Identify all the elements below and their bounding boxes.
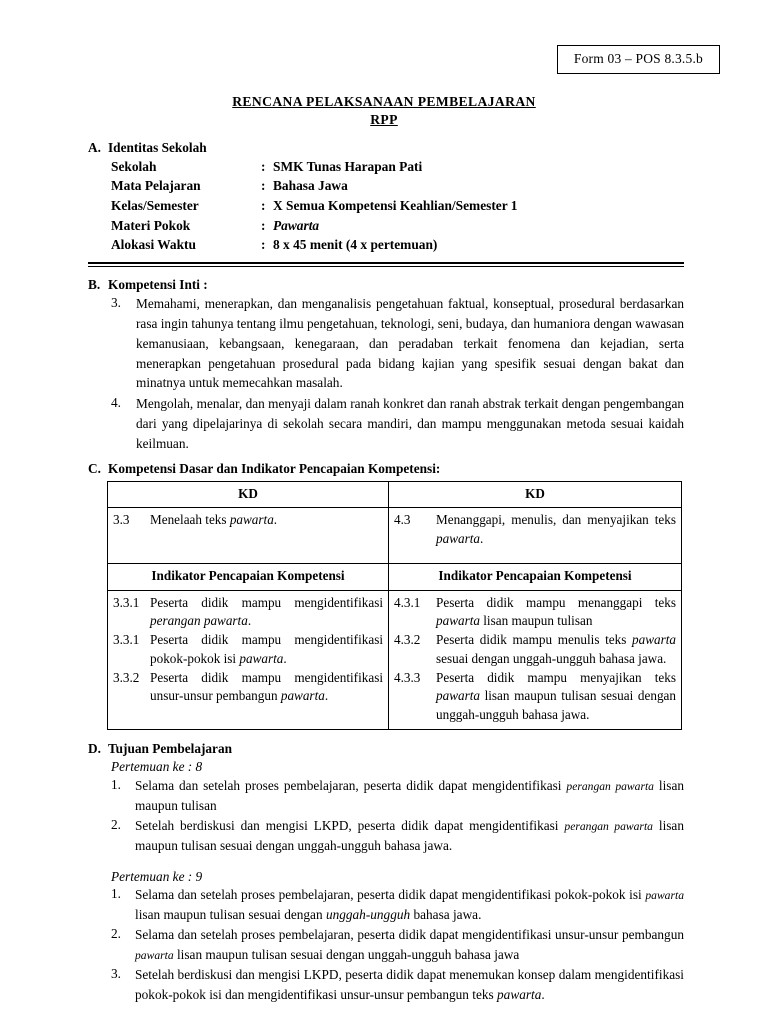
page-title: RENCANA PELAKSANAAN PEMBELAJARAN xyxy=(232,94,536,109)
identitas-table xyxy=(111,158,518,257)
tujuan-item xyxy=(111,885,684,925)
tujuan-group-spacer xyxy=(88,856,684,867)
section-divider-rule xyxy=(88,262,684,267)
form-code-box xyxy=(557,45,720,74)
tujuan-text: Selama dan setelah proses pembelajaran, peserta didik dapat mengidentifikasi perangan pawarta lisan maupun tulisan xyxy=(135,777,684,813)
identitas-value: 8 x 45 menit (4 x pertemuan) xyxy=(273,237,438,253)
identitas-colon: : xyxy=(261,178,266,194)
section-b-title: Kompetensi Inti : xyxy=(108,277,208,293)
indikator-item xyxy=(394,631,676,668)
tujuan-item xyxy=(111,965,684,1005)
kompetensi-inti-number: 4. xyxy=(111,395,121,411)
kompetensi-inti-item xyxy=(111,294,684,394)
identitas-row xyxy=(111,236,518,256)
identitas-row xyxy=(111,197,518,217)
section-c-block xyxy=(88,460,684,730)
indikator-number: 3.3.2 xyxy=(113,669,140,685)
kd-right-number: 4.3 xyxy=(394,512,411,528)
indikator-text: Peserta didik mampu mengidentifikasi unsur-unsur pembangun pawarta. xyxy=(150,669,383,704)
identitas-label: Materi Pokok xyxy=(111,217,191,233)
section-a-heading xyxy=(88,139,684,157)
indikator-item xyxy=(113,594,383,631)
kd-left-number: 3.3 xyxy=(113,512,130,528)
tujuan-text: Selama dan setelah proses pembelajaran, peserta didik dapat mengidentifikasi unsur-unsur pembangun pawarta lisan maupun tulisan sesuai dengan unggah-ungguh bahasa jawa xyxy=(135,927,684,963)
indikator-text: Peserta didik mampu menulis teks pawarta sesuai dengan unggah-ungguh bahasa jawa. xyxy=(436,632,676,666)
tujuan-number: 2. xyxy=(111,926,121,942)
identitas-row xyxy=(111,217,518,237)
section-d-letter: D. xyxy=(88,740,101,756)
indikator-text: Peserta didik mampu mengidentifikasi pokok-pokok isi pawarta. xyxy=(150,632,383,666)
section-c-heading xyxy=(88,460,684,478)
identitas-value: Pawarta xyxy=(273,217,320,233)
identitas-row xyxy=(111,177,518,197)
table-row-kd-content xyxy=(108,508,682,563)
pertemuan-label: Pertemuan ke : 9 xyxy=(111,868,203,884)
document-body xyxy=(88,139,684,1005)
section-b-heading xyxy=(88,276,684,294)
section-d-heading xyxy=(88,740,684,758)
kd-header-right: KD xyxy=(389,481,682,508)
identitas-label: Alokasi Waktu xyxy=(111,237,196,253)
tujuan-item xyxy=(111,776,684,816)
tujuan-item xyxy=(111,816,684,856)
indikator-number: 3.3.1 xyxy=(113,594,140,610)
tujuan-text: Setelah berdiskusi dan mengisi LKPD, peserta didik dapat menemukan konsep dalam mengidentifikasi pokok-pokok isi dan mengidentifikasi unsur-unsur pembangun teks pawarta. xyxy=(135,966,684,1002)
kompetensi-inti-number: 3. xyxy=(111,294,121,310)
identitas-label: Sekolah xyxy=(111,158,157,174)
identitas-label: Kelas/Semester xyxy=(111,197,199,213)
tujuan-list xyxy=(111,885,684,1005)
kompetensi-inti-text: Mengolah, menalar, dan menyaji dalam ranah konkret dan ranah abstrak terkait dengan pengembangan dari yang dipelajarinya di sekolah secara mandiri, dan mampu menggunakan metoda sesuai kaidah keilmuan. xyxy=(136,396,684,452)
identitas-value: X Semua Kompetensi Keahlian/Semester 1 xyxy=(273,197,518,213)
section-c-letter: C. xyxy=(88,461,101,477)
tujuan-text: Setelah berdiskusi dan mengisi LKPD, peserta didik dapat mengidentifikasi perangan pawarta lisan maupun tulisan sesuai dengan unggah-ungguh bahasa jawa. xyxy=(135,817,684,853)
kd-header-left: KD xyxy=(108,481,389,508)
tujuan-number: 1. xyxy=(111,886,121,902)
kompetensi-dasar-table xyxy=(107,481,682,730)
tujuan-number: 2. xyxy=(111,816,121,832)
indikator-number: 4.3.2 xyxy=(394,632,421,648)
indikator-header-right: Indikator Pencapaian Kompetensi xyxy=(389,563,682,590)
indikator-number: 3.3.1 xyxy=(113,632,140,648)
kompetensi-inti-text: Memahami, menerapkan, dan menganalisis pengetahuan faktual, konseptual, prosedural berdasarkan rasa ingin tahunya tentang ilmu pengetahuan, teknologi, seni, budaya, dan humaniora dengan wawasan kemanusiaan, kebangsaan, kenegaraan, dan peradaban terkait fenomena dan kejadian, serta menerapkan pengetahuan prosedural pada bidang kajian yang spesifik sesuai dengan bakat dan minatnya untuk memecahkan masalah. xyxy=(136,295,684,391)
indikator-cell-right xyxy=(389,590,682,729)
identitas-value: SMK Tunas Harapan Pati xyxy=(273,158,423,174)
identitas-colon: : xyxy=(261,158,266,174)
section-b-block xyxy=(88,276,684,454)
form-code-label: Form 03 – POS 8.3.5.b xyxy=(557,45,720,74)
section-a-title: Identitas Sekolah xyxy=(108,140,207,155)
page-subtitle: RPP xyxy=(370,112,398,128)
indikator-number: 4.3.1 xyxy=(394,594,421,610)
section-c-title: Kompetensi Dasar dan Indikator Pencapaian Kompetensi: xyxy=(108,461,441,477)
kompetensi-inti-item xyxy=(111,394,684,454)
tujuan-text: Selama dan setelah proses pembelajaran, peserta didik dapat mengidentifikasi pokok-pokok isi pawarta lisan maupun tulisan sesuai dengan unggah-ungguh bahasa jawa. xyxy=(135,887,684,923)
section-d-title: Tujuan Pembelajaran xyxy=(108,740,232,756)
indikator-item xyxy=(113,631,383,668)
kd-cell-left xyxy=(108,508,389,563)
section-a-letter: A. xyxy=(88,140,101,155)
tujuan-number: 3. xyxy=(111,965,121,981)
identitas-label: Mata Pelajaran xyxy=(111,178,201,194)
identitas-colon: : xyxy=(261,197,266,213)
indikator-text: Peserta didik mampu mengidentifikasi perangan pawarta. xyxy=(150,594,383,629)
pertemuan-label: Pertemuan ke : 8 xyxy=(111,759,203,775)
table-row-indikator-content xyxy=(108,590,682,729)
table-row-indikator-header xyxy=(108,563,682,590)
kd-left-text: Menelaah teks pawarta. xyxy=(150,512,278,528)
identitas-row xyxy=(111,158,518,178)
indikator-text: Peserta didik mampu menanggapi teks pawarta lisan maupun tulisan xyxy=(436,594,676,629)
indikator-item xyxy=(113,669,383,706)
kd-right-text: Menanggapi, menulis, dan menyajikan teks pawarta. xyxy=(436,512,676,547)
identitas-value: Bahasa Jawa xyxy=(273,178,348,194)
tujuan-item xyxy=(111,925,684,965)
identitas-colon: : xyxy=(261,237,266,253)
indikator-text: Peserta didik mampu menyajikan teks pawarta lisan maupun tulisan sesuai dengan unggah-ungguh bahasa jawa. xyxy=(436,669,676,723)
kd-cell-right xyxy=(389,508,682,563)
tujuan-list xyxy=(111,776,684,856)
indikator-item xyxy=(394,669,676,725)
indikator-header-left: Indikator Pencapaian Kompetensi xyxy=(108,563,389,590)
indikator-cell-left xyxy=(108,590,389,729)
section-b-letter: B. xyxy=(88,277,101,293)
indikator-number: 4.3.3 xyxy=(394,669,421,685)
indikator-item xyxy=(394,594,676,631)
table-row-kd-header xyxy=(108,481,682,508)
section-d-block xyxy=(88,740,684,1005)
identitas-colon: : xyxy=(261,217,266,233)
document-title-block xyxy=(0,93,768,130)
tujuan-number: 1. xyxy=(111,776,121,792)
